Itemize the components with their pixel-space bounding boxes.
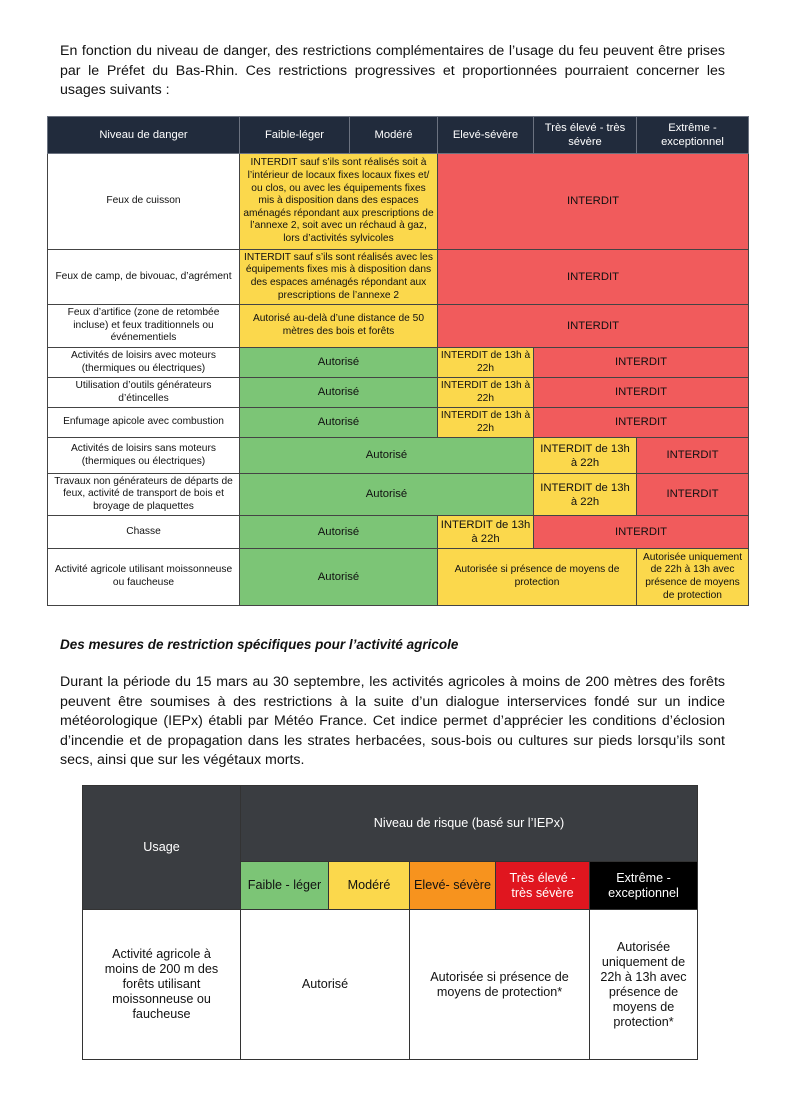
cell-interdit: INTERDIT (534, 408, 749, 438)
cell-autorise: Autorisé (240, 378, 438, 408)
header-usage: Usage (83, 786, 241, 910)
cell-interdit: INTERDIT (534, 516, 749, 549)
table-header-row (48, 117, 749, 154)
table-row (48, 250, 749, 305)
cell-autorise-protection: Autorisée si présence de moyens de protection* (410, 910, 590, 1060)
agri-paragraph: Durant la période du 15 mars au 30 septembre, les activités agricoles à moins de 200 mètres des forêts peuvent être soumises à des restrictions à la suite d’un dialogue interservices fondé sur un indice météorologique (IEPx) établi par Météo France. Cet indice permet d’apprécier les conditions d’éclosion d’incendie et de propagation dans les strates herbacées, sous-bois ou cultures sur pieds lorsqu’ils sont secs, ainsi que sur les végétaux morts. (60, 674, 725, 768)
level-tres-eleve: Très élevé - très sévère (496, 862, 590, 910)
table-row (83, 910, 698, 1060)
table-row (48, 305, 749, 348)
table-header-row (83, 786, 698, 862)
table-row (48, 154, 749, 250)
cell-autorise: Autorisé (240, 516, 438, 549)
table-row (48, 516, 749, 549)
row-label: Activité agricole utilisant moissonneuse ou faucheuse (48, 549, 240, 606)
cell-interdit-horaire: INTERDIT de 13h à 22h (438, 516, 534, 549)
table-row (48, 408, 749, 438)
header-modere: Modéré (350, 117, 438, 154)
cell-interdit-horaire: INTERDIT de 13h à 22h (438, 378, 534, 408)
cell-autorise-horaire: Autorisée uniquement de 22h à 13h avec présence de moyens de protection (637, 549, 749, 606)
cell-interdit-horaire: INTERDIT de 13h à 22h (534, 474, 637, 516)
cell-autorise: Autorisé (241, 910, 410, 1060)
row-label: Travaux non générateurs de départs de feux, activité de transport de bois et broyage de plaquettes (48, 474, 240, 516)
cell-restriction: INTERDIT sauf s’ils sont réalisés soit à l’intérieur de locaux fixes locaux fixes et/ ou clos, ou avec les équipements fixes mis à disposition dans des espaces aménagés répondant aux prescriptions de l’annexe 2, soit avec un réchaud à gaz, lors d’activités sylvicoles (240, 154, 438, 250)
header-tres-eleve: Très élevé - très sévère (534, 117, 637, 154)
cell-interdit-horaire: INTERDIT de 13h à 22h (438, 408, 534, 438)
header-niveau-risque: Niveau de risque (basé sur l’IEPx) (241, 786, 698, 862)
cell-interdit: INTERDIT (534, 348, 749, 378)
cell-restriction: Autorisé au-delà d’une distance de 50 mètres des bois et forêts (240, 305, 438, 348)
table-row (48, 438, 749, 474)
table-row (48, 549, 749, 606)
cell-interdit: INTERDIT (534, 378, 749, 408)
cell-autorise: Autorisé (240, 438, 534, 474)
row-label: Activités de loisirs sans moteurs (thermiques ou électriques) (48, 438, 240, 474)
cell-interdit-horaire: INTERDIT de 13h à 22h (438, 348, 534, 378)
row-label: Activité agricole à moins de 200 m des forêts utilisant moissonneuse ou faucheuse (83, 910, 241, 1060)
header-faible-leger: Faible-léger (240, 117, 350, 154)
cell-interdit: INTERDIT (438, 305, 749, 348)
cell-autorise-horaire: Autorisée uniquement de 22h à 13h avec présence de moyens de protection* (590, 910, 698, 1060)
row-label: Chasse (48, 516, 240, 549)
level-eleve-severe: Elevé- sévère (410, 862, 496, 910)
row-label: Feux de cuisson (48, 154, 240, 250)
agri-heading: Des mesures de restriction spécifiques pour l’activité agricole (60, 637, 459, 652)
cell-autorise: Autorisé (240, 549, 438, 606)
cell-interdit: INTERDIT (637, 474, 749, 516)
cell-restriction: INTERDIT sauf s’ils sont réalisés avec les équipements fixes mis à disposition dans des espaces aménagés répondant aux prescriptions de l’annexe 2 (240, 250, 438, 305)
cell-autorise: Autorisé (240, 474, 534, 516)
level-modere: Modéré (329, 862, 410, 910)
level-extreme: Extrême - exceptionnel (590, 862, 698, 910)
intro-paragraph: En fonction du niveau de danger, des restrictions complémentaires de l’usage du feu peuvent être prises par le Préfet du Bas-Rhin. Ces restrictions progressives et proportionnées pourraient concerner les usages suivants : (60, 43, 725, 98)
header-niveau-danger: Niveau de danger (48, 117, 240, 154)
row-label: Feux de camp, de bivouac, d’agrément (48, 250, 240, 305)
fire-restrictions-table (47, 116, 749, 606)
row-label: Feux d’artifice (zone de retombée incluse) et feux traditionnels ou événementiels (48, 305, 240, 348)
cell-autorise: Autorisé (240, 348, 438, 378)
level-faible-leger: Faible - léger (241, 862, 329, 910)
cell-autorise: Autorisé (240, 408, 438, 438)
header-extreme: Extrême - exceptionnel (637, 117, 749, 154)
cell-interdit: INTERDIT (438, 250, 749, 305)
cell-interdit: INTERDIT (637, 438, 749, 474)
table-row (48, 474, 749, 516)
header-eleve-severe: Elevé-sévère (438, 117, 534, 154)
cell-interdit-horaire: INTERDIT de 13h à 22h (534, 438, 637, 474)
row-label: Activités de loisirs avec moteurs (thermiques ou électriques) (48, 348, 240, 378)
table-row (48, 348, 749, 378)
agri-risk-table (82, 785, 698, 1060)
cell-autorise-protection: Autorisée si présence de moyens de protection (438, 549, 637, 606)
row-label: Enfumage apicole avec combustion (48, 408, 240, 438)
row-label: Utilisation d’outils générateurs d’étincelles (48, 378, 240, 408)
cell-interdit: INTERDIT (438, 154, 749, 250)
table-row (48, 378, 749, 408)
